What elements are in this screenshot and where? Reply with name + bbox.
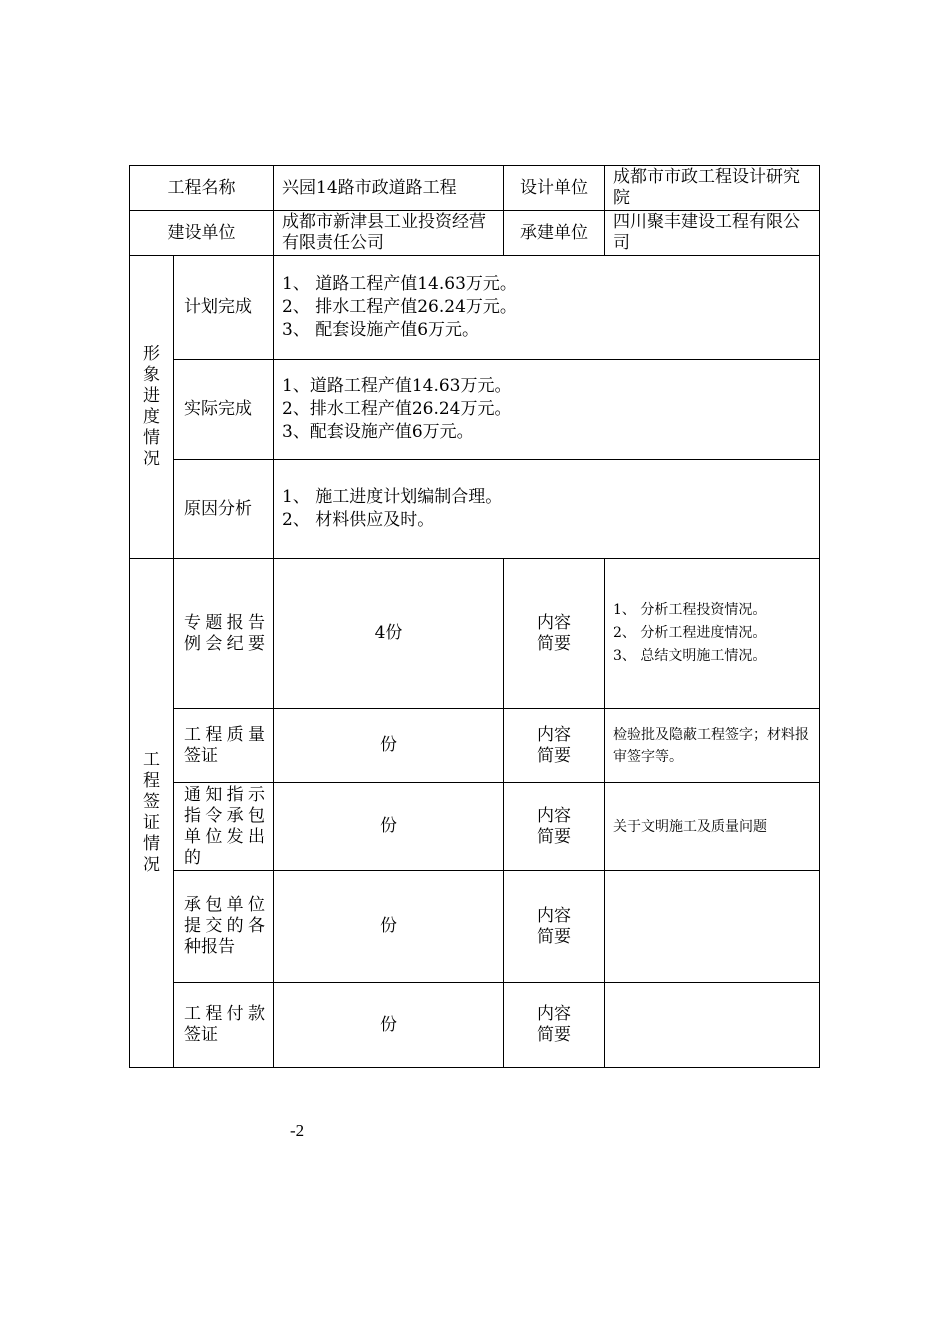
visa-row-notices: [130, 783, 820, 871]
visa-content: 检验批及隐蔽工程签字；材料报审签字等。: [605, 709, 820, 783]
visa-count: 份: [274, 783, 504, 871]
design-unit-label: 设计单位: [504, 166, 605, 211]
visa-content: 1、 分析工程投资情况。 2、 分析工程进度情况。 3、 总结文明施工情况。: [605, 559, 820, 709]
visa-count: 份: [274, 871, 504, 983]
visa-row-contractor-reports: [130, 871, 820, 983]
reason-label: 原因分析: [174, 460, 274, 559]
visa-content: [605, 871, 820, 983]
summary-label: 内容 简要: [504, 871, 605, 983]
row-actual: [130, 360, 820, 460]
row-project-name: [130, 166, 820, 211]
contractor-value: 四川聚丰建设工程有限公司: [605, 211, 820, 256]
progress-section-title: 形 象 进 度 情 况: [130, 256, 174, 559]
planned-content: 1、 道路工程产值14.63万元。 2、 排水工程产值26.24万元。 3、 配套设施产值6万元。: [274, 256, 820, 360]
row-planned: [130, 256, 820, 360]
summary-label: 内容 简要: [504, 783, 605, 871]
design-unit-value: 成都市市政工程设计研究院: [605, 166, 820, 211]
owner-label: 建设单位: [130, 211, 274, 256]
contractor-label: 承建单位: [504, 211, 605, 256]
visa-label: 专题报告 例会纪要: [174, 559, 274, 709]
visa-row-quality: [130, 709, 820, 783]
summary-label: 内容 简要: [504, 709, 605, 783]
visa-section-title: 工 程 签 证 情 况: [130, 559, 174, 1068]
visa-row-payment: [130, 983, 820, 1068]
planned-label: 计划完成: [174, 256, 274, 360]
owner-value: 成都市新津县工业投资经营有限责任公司: [274, 211, 504, 256]
actual-label: 实际完成: [174, 360, 274, 460]
summary-label: 内容 简要: [504, 983, 605, 1068]
project-report-table: [129, 165, 820, 1068]
visa-label: 工程质量 签证: [174, 709, 274, 783]
visa-label: 通知指示 指令承包 单位发出 的: [174, 783, 274, 871]
reason-content: 1、 施工进度计划编制合理。 2、 材料供应及时。: [274, 460, 820, 559]
actual-content: 1、道路工程产值14.63万元。 2、排水工程产值26.24万元。 3、配套设施产值6万元。: [274, 360, 820, 460]
project-name-label: 工程名称: [130, 166, 274, 211]
visa-count: 份: [274, 983, 504, 1068]
visa-label: 工程付款 签证: [174, 983, 274, 1068]
project-name-value: 兴园14路市政道路工程: [274, 166, 504, 211]
row-reason: [130, 460, 820, 559]
summary-label: 内容 简要: [504, 559, 605, 709]
visa-content: [605, 983, 820, 1068]
visa-row-reports: [130, 559, 820, 709]
visa-content: 关于文明施工及质量问题: [605, 783, 820, 871]
page-number: -2: [290, 1121, 305, 1140]
visa-count: 4份: [274, 559, 504, 709]
visa-label: 承包单位 提交的各 种报告: [174, 871, 274, 983]
row-owner: [130, 211, 820, 256]
visa-count: 份: [274, 709, 504, 783]
